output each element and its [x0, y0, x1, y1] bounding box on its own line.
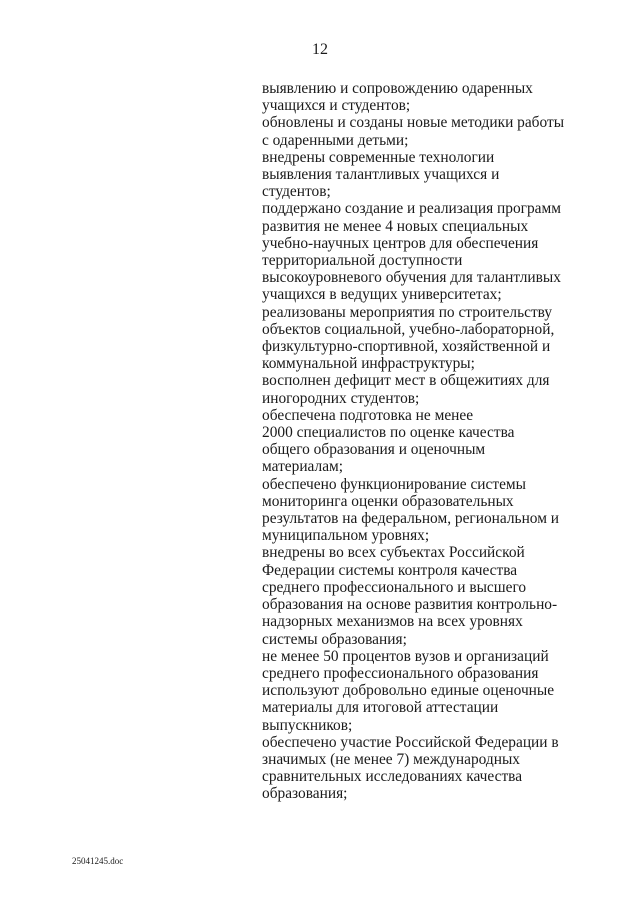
text-line: сравнительных исследованиях качества: [262, 768, 523, 786]
text-line: восполнен дефицит мест в общежитиях для: [262, 372, 550, 390]
text-line: материалы для итоговой аттестации: [262, 699, 499, 717]
text-line: физкультурно-спортивной, хозяйственной и: [262, 338, 551, 356]
document-body: [262, 80, 602, 803]
text-line: мониторинга оценки образовательных: [262, 492, 514, 510]
text-line: надзорных механизмов на всех уровнях: [262, 613, 523, 631]
text-line: внедрены во всех субъектах Российской: [262, 544, 525, 562]
text-line: территориальной доступности: [262, 252, 463, 270]
text-line: выпускников;: [262, 716, 353, 734]
text-line: объектов социальной, учебно-лабораторной,: [262, 320, 555, 338]
text-line: образования на основе развития контрольно-: [262, 596, 558, 614]
text-line: результатов на федеральном, региональном и: [262, 510, 560, 528]
text-line: коммунальной инфраструктуры;: [262, 355, 475, 373]
text-line: обеспечено участие Российской Федерации в: [262, 733, 559, 751]
text-line: общего образования и оценочным: [262, 441, 486, 459]
text-line: высокоуровневого обучения для талантливых: [262, 269, 561, 287]
text-line: учебно-научных центров для обеспечения: [262, 234, 539, 252]
text-line: среднего профессионального образования: [262, 664, 539, 682]
text-line: реализованы мероприятия по строительству: [262, 303, 553, 321]
text-line: с одаренными детьми;: [262, 131, 409, 149]
text-line: системы образования;: [262, 630, 407, 648]
text-line: выявлению и сопровождению одаренных: [262, 80, 533, 97]
text-line: обеспечена подготовка не менее: [262, 406, 474, 424]
text-line: значимых (не менее 7) международных: [262, 750, 521, 768]
document-filename: 25041245.doc: [72, 856, 124, 866]
text-line: 2000 специалистов по оценке качества: [262, 424, 515, 442]
text-line: поддержано создание и реализация программ: [262, 200, 561, 218]
text-line: внедрены современные технологии: [262, 148, 495, 166]
text-line: учащихся и студентов;: [262, 97, 411, 115]
text-line: муниципальном уровнях;: [262, 527, 430, 545]
text-line: обновлены и созданы новые методики работы: [262, 114, 565, 132]
text-line: развития не менее 4 новых специальных: [262, 217, 529, 235]
text-line: используют добровольно единые оценочные: [262, 682, 555, 700]
text-line: студентов;: [262, 183, 331, 201]
text-line: материалам;: [262, 458, 344, 476]
page-number: 12: [312, 41, 328, 58]
text-line: выявления талантливых учащихся и: [262, 166, 500, 184]
text-line: обеспечено функционирование системы: [262, 475, 527, 493]
text-line: среднего профессионального и высшего: [262, 578, 527, 596]
text-line: Федерации системы контроля качества: [262, 561, 518, 579]
text-line: иногородних студентов;: [262, 389, 420, 407]
text-line: образования;: [262, 785, 348, 803]
text-line: не менее 50 процентов вузов и организаций: [262, 647, 549, 665]
text-line: учащихся в ведущих университетах;: [262, 286, 502, 304]
